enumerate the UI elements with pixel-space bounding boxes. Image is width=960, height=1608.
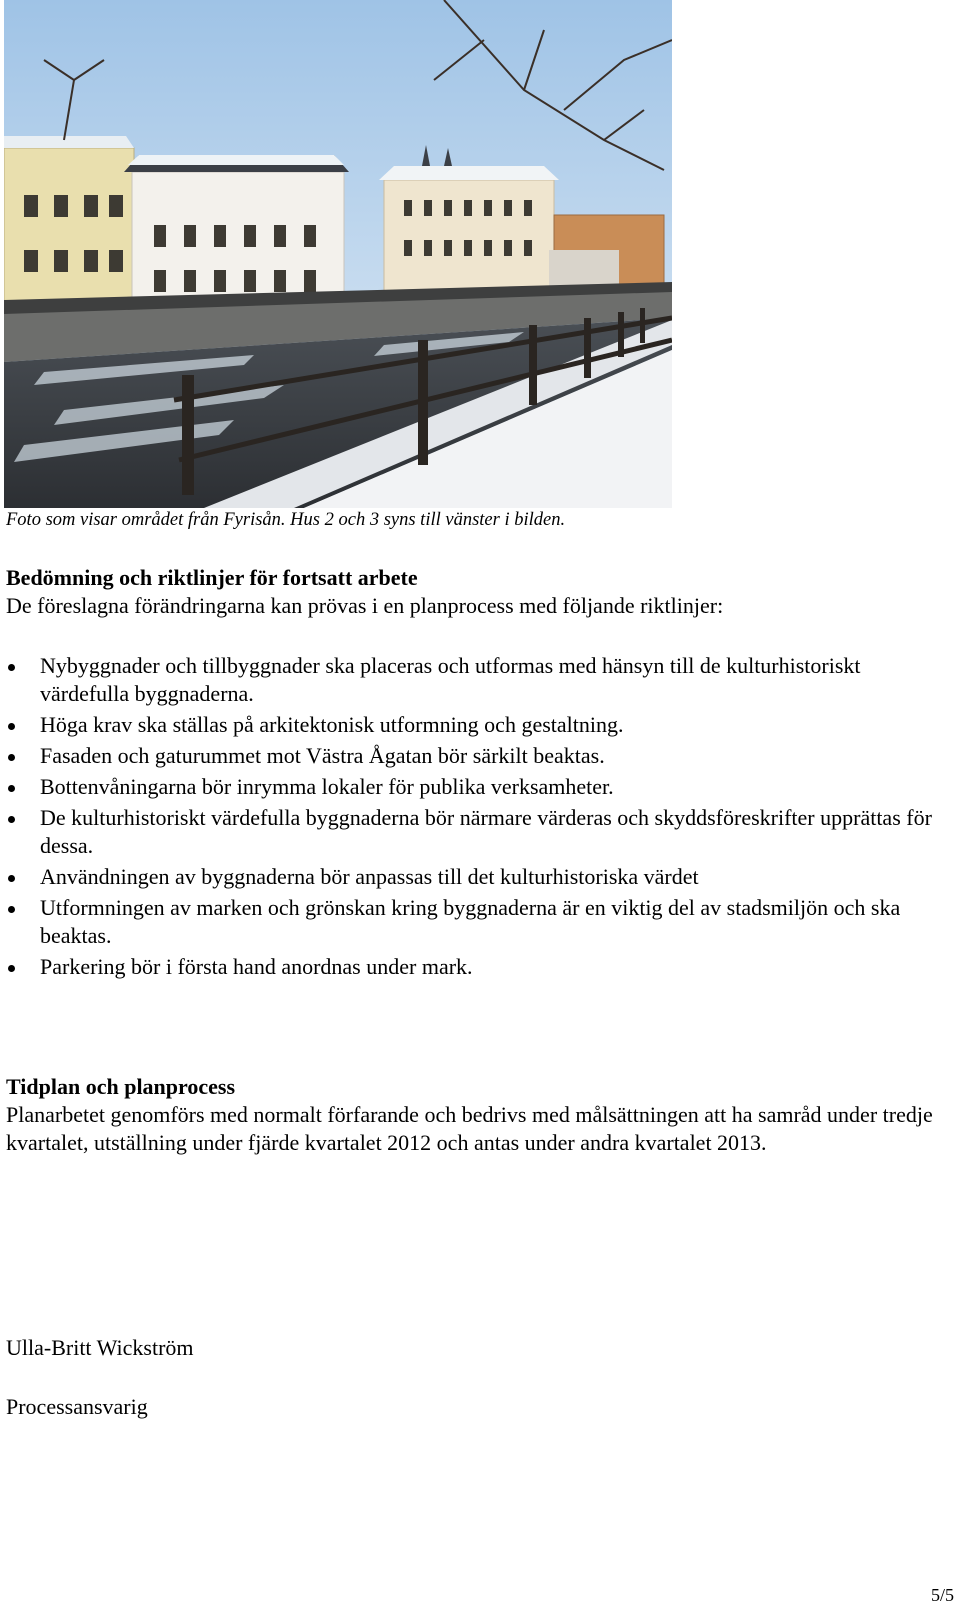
bullet-icon — [8, 965, 15, 972]
list-item: Användningen av byggnaderna bör anpassas till det kulturhistoriska värdet — [6, 863, 954, 891]
bullet-icon — [8, 875, 15, 882]
list-item: Höga krav ska ställas på arkitektonisk utformning och gestaltning. — [6, 711, 954, 739]
bullet-icon — [8, 906, 15, 913]
list-item: De kulturhistoriskt värdefulla byggnaderna bör närmare värderas och skyddsföreskrifter upprättas för dessa. — [6, 804, 954, 860]
page-number: 5/5 — [930, 1585, 954, 1605]
bullet-icon — [8, 816, 15, 823]
photo-caption: Foto som visar området från Fyrisån. Hus 2 och 3 syns till vänster i bilden. — [6, 510, 566, 530]
list-item: Bottenvåningarna bör inrymma lokaler för publika verksamheter. — [6, 773, 954, 801]
river-photo — [4, 0, 672, 508]
assessment-intro: De föreslagna förändringarna kan prövas i en planprocess med följande riktlinjer: — [6, 593, 724, 618]
signature-name: Ulla-Britt Wickström — [6, 1335, 194, 1360]
list-item: Fasaden och gaturummet mot Västra Ågatan bör särkilt beaktas. — [6, 742, 954, 770]
list-item: Parkering bör i första hand anordnas under mark. — [6, 953, 954, 981]
bullet-icon — [8, 785, 15, 792]
signature-role: Processansvarig — [6, 1394, 148, 1419]
bullet-icon — [8, 723, 15, 730]
list-item: Nybyggnader och tillbyggnader ska placeras och utformas med hänsyn till de kulturhistoriskt värdefulla byggnaderna. — [6, 652, 954, 708]
timeline-heading: Tidplan och planprocess — [6, 1074, 236, 1099]
bullet-icon — [8, 664, 15, 671]
bullet-icon — [8, 754, 15, 761]
assessment-heading: Bedömning och riktlinjer för fortsatt arbete — [6, 565, 418, 590]
guideline-list — [6, 652, 954, 984]
assessment-section — [6, 564, 954, 620]
timeline-section — [6, 1073, 954, 1157]
list-item: Utformningen av marken och grönskan kring byggnaderna är en viktig del av stadsmiljön och ska beaktas. — [6, 894, 954, 950]
timeline-body: Planarbetet genomförs med normalt förfarande och bedrivs med målsättningen att ha samråd under tredje kvartalet, utställning under fjärde kvartalet 2012 och antas under andra kvartalet 2013. — [6, 1102, 933, 1155]
